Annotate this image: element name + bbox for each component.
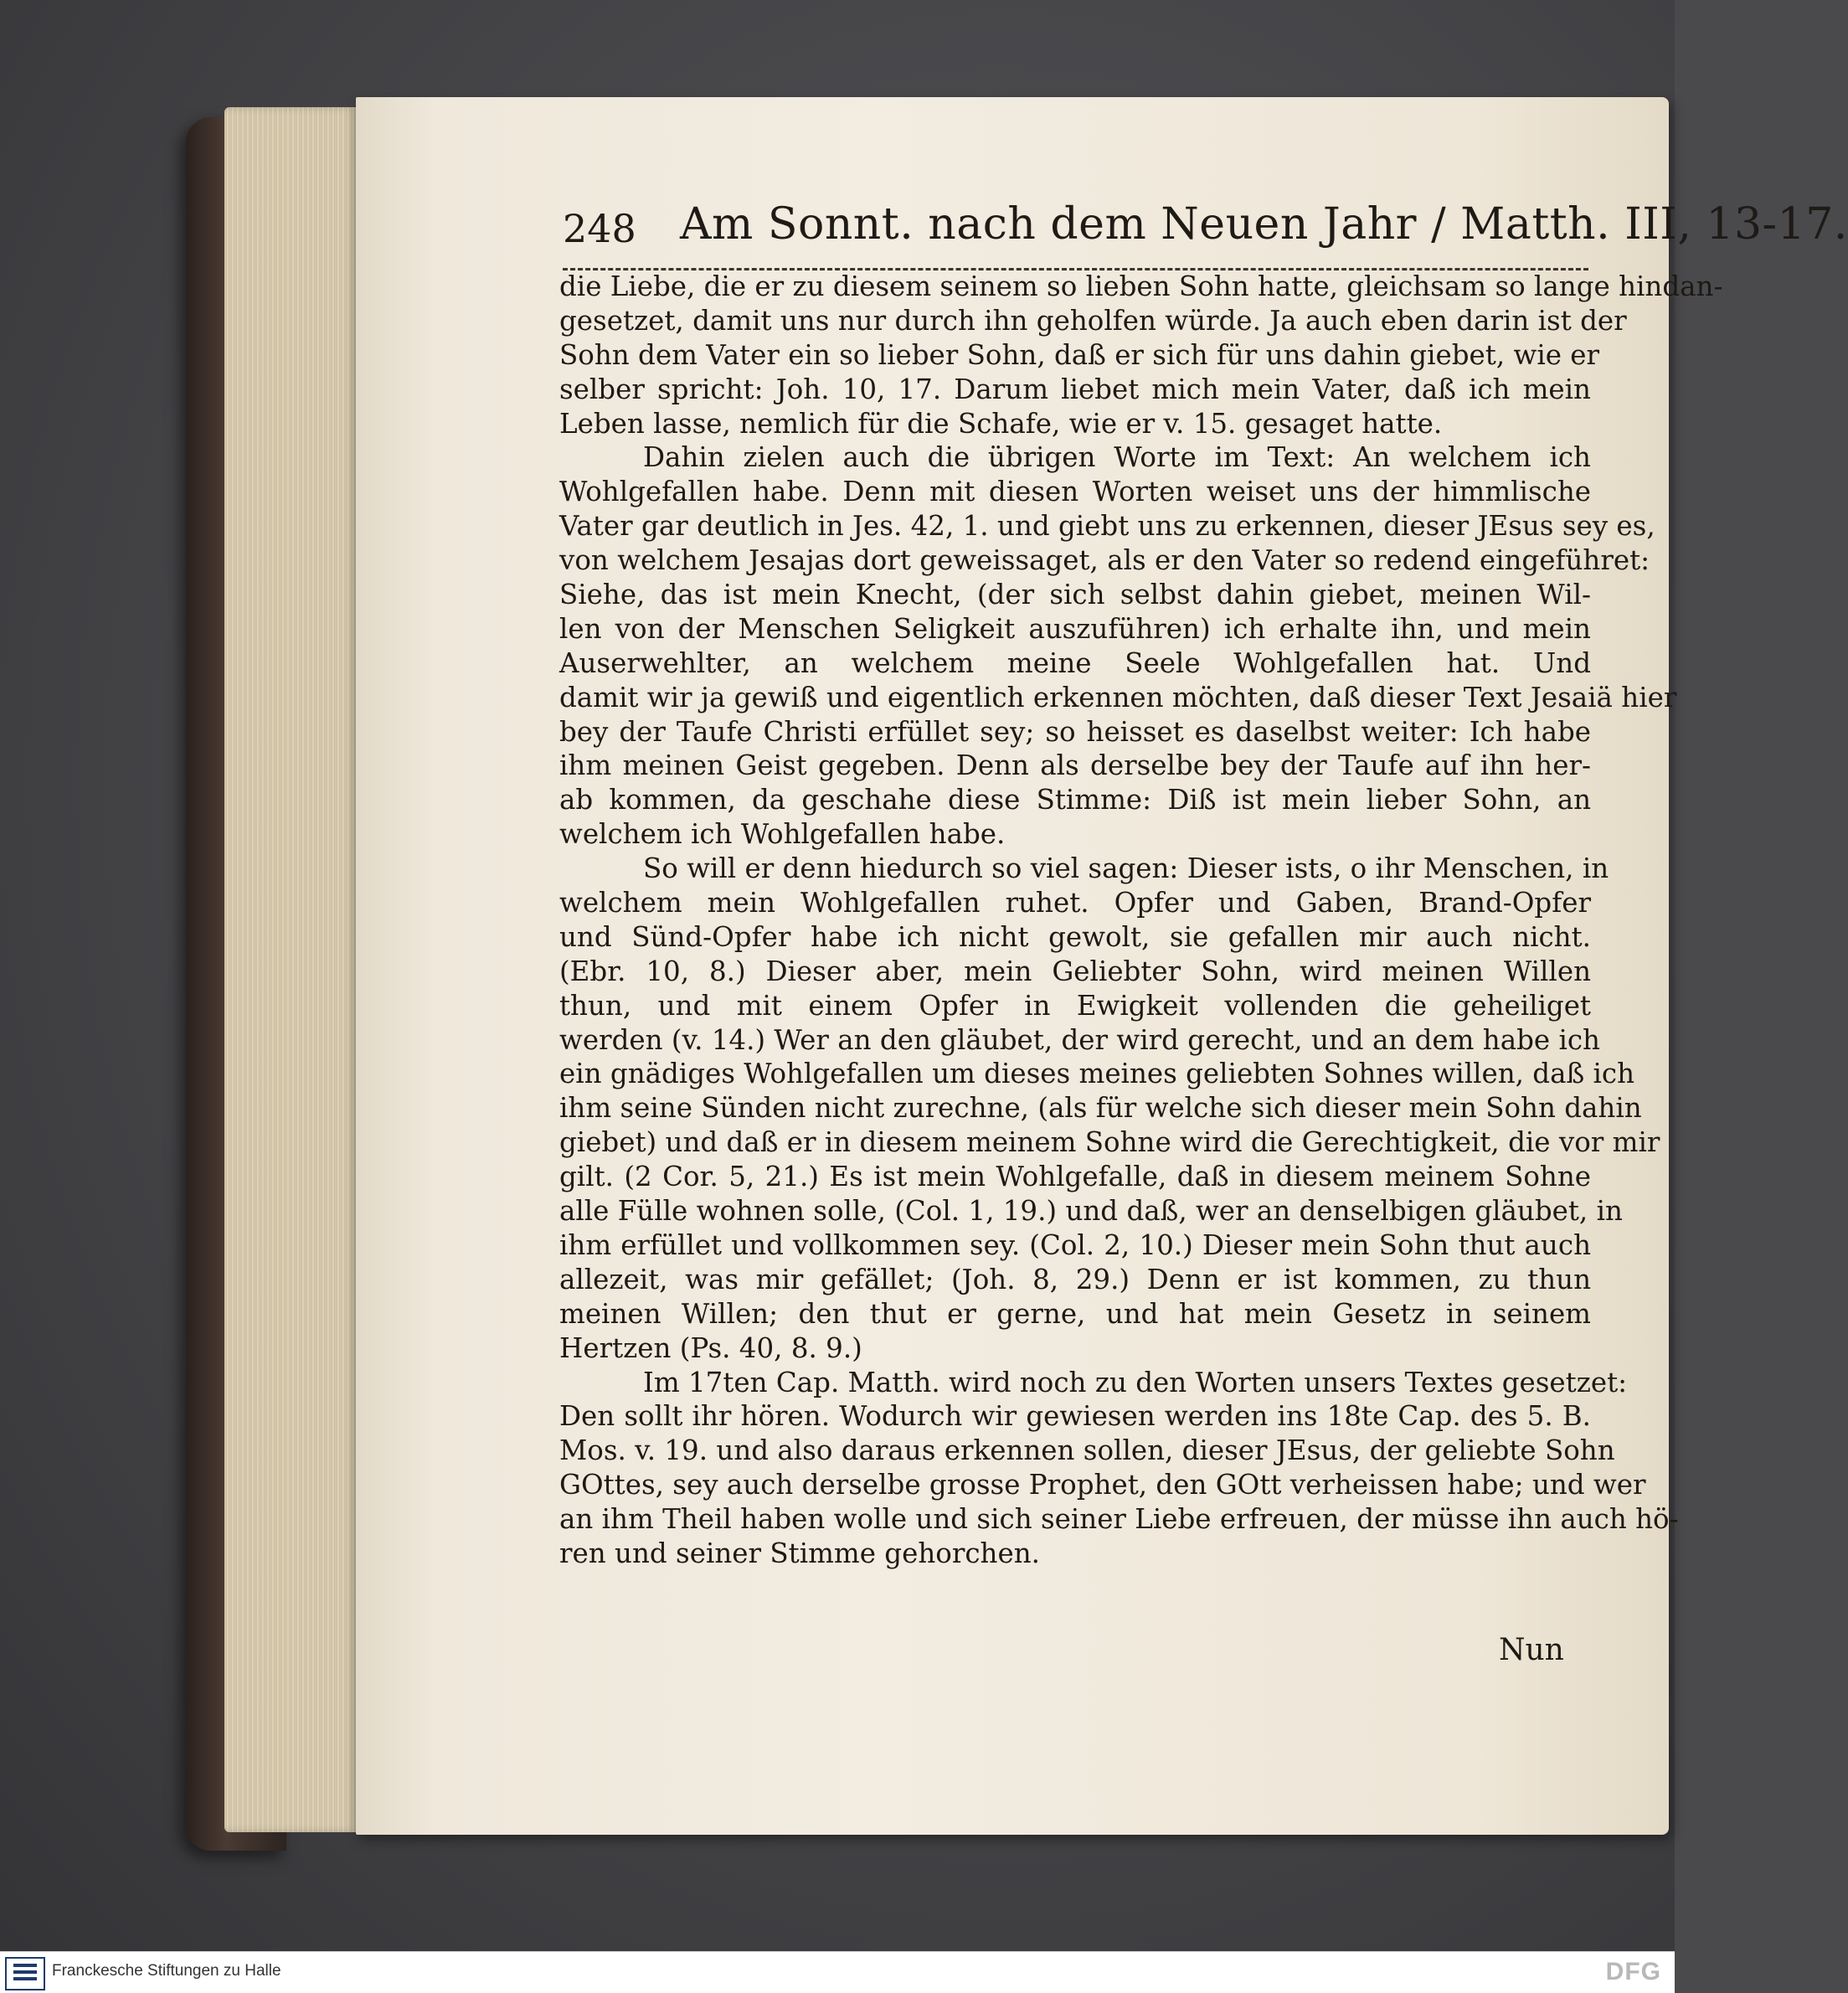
- running-title: Am Sonnt. nach dem Neuen Jahr / Matth. III, 13-17.: [680, 199, 1848, 250]
- text-line: welchem ich Wohlgefallen habe.: [559, 818, 1006, 851]
- text-line: Den sollt ihr hören. Wodurch wir gewiesen werden ins 18te Cap. des 5. B.: [559, 1400, 1591, 1433]
- text-line: ihm erfüllet und vollkommen sey. (Col. 2, 10.) Dieser mein Sohn thut auch: [559, 1228, 1591, 1261]
- text-line: gesetzet, damit uns nur durch ihn geholfen würde. Ja auch eben darin ist der: [559, 304, 1627, 337]
- text-line: damit wir ja gewiß und eigentlich erkennen möchten, daß dieser Text Jesaiä hier: [559, 681, 1677, 713]
- text-line: So will er denn hiedurch so viel sagen: Dieser ists, o ihr Menschen, in: [643, 852, 1609, 885]
- text-line: meinen Willen; den thut er gerne, und hat mein Gesetz in seinem: [559, 1297, 1591, 1330]
- text-line: Hertzen (Ps. 40, 8. 9.): [559, 1331, 862, 1364]
- text-line: Auserwehlter, an welchem meine Seele Wohlgefallen hat. Und: [559, 646, 1591, 679]
- text-line: Leben lasse, nemlich für die Schafe, wie er v. 15. gesaget hatte.: [559, 407, 1443, 440]
- text-line: gilt. (2 Cor. 5, 21.) Es ist mein Wohlgefalle, daß in diesem meinem Sohne: [559, 1161, 1591, 1193]
- text-line: giebet) und daß er in diesem meinem Sohne wird die Gerechtigkeit, die vor mir: [559, 1126, 1660, 1159]
- institution-name[interactable]: Franckesche Stiftungen zu Halle: [52, 1962, 281, 1980]
- text-line: und Sünd-Opfer habe ich nicht gewolt, sie gefallen mir auch nicht.: [559, 920, 1591, 953]
- text-line: selber spricht: Joh. 10, 17. Darum liebet mich mein Vater, daß ich mein: [559, 373, 1591, 405]
- text-line: len von der Menschen Seligkeit auszuführen) ich erhalte ihn, und mein: [559, 612, 1591, 645]
- text-line: allezeit, was mir gefället; (Joh. 8, 29.) Denn er ist kommen, zu thun: [559, 1263, 1591, 1295]
- text-line: ren und seiner Stimme gehorchen.: [559, 1537, 1040, 1569]
- page-header: [563, 199, 1848, 266]
- text-line: Siehe, das ist mein Knecht, (der sich selbst dahin giebet, meinen Wil-: [559, 579, 1591, 611]
- text-line: (Ebr. 10, 8.) Dieser aber, mein Geliebter Sohn, wird meinen Willen: [559, 955, 1591, 987]
- text-line: von welchem Jesajas dort geweissaget, als er den Vater so redend eingeführet:: [559, 544, 1650, 577]
- text-line: ihm seine Sünden nicht zurechne, (als für welche sich dieser mein Sohn dahin: [559, 1092, 1642, 1125]
- text-line: GOttes, sey auch derselbe grosse Prophet, den GOtt verheissen habe; und wer: [559, 1469, 1646, 1501]
- text-line: ihm meinen Geist gegeben. Denn als derselbe bey der Taufe auf ihn her-: [559, 749, 1591, 782]
- text-line: ab kommen, da geschahe diese Stimme: Diß ist mein lieber Sohn, an: [559, 784, 1591, 816]
- institution-logo-icon[interactable]: [5, 1957, 45, 1990]
- text-line: Sohn dem Vater ein so lieber Sohn, daß er sich für uns dahin giebet, wie er: [559, 338, 1600, 371]
- body-text: [559, 270, 1723, 1571]
- text-line: die Liebe, die er zu diesem seinem so lieben Sohn hatte, gleichsam so lange hindan-: [559, 270, 1723, 302]
- viewer-footer: [0, 1951, 1675, 1993]
- page-number: 248: [563, 206, 636, 251]
- text-line: ein gnädiges Wohlgefallen um dieses meines geliebten Sohnes willen, daß ich: [559, 1058, 1635, 1090]
- text-line: Mos. v. 19. und also daraus erkennen sollen, dieser JEsus, der geliebte Sohn: [559, 1434, 1615, 1467]
- text-line: an ihm Theil haben wolle und sich seiner Liebe erfreuen, der müsse ihn auch hö-: [559, 1503, 1679, 1536]
- catchword: Nun: [1499, 1633, 1564, 1667]
- text-line: Wohlgefallen habe. Denn mit diesen Worten weiset uns der himmlische: [559, 476, 1591, 508]
- page-edges: [224, 107, 358, 1832]
- text-line: Dahin zielen auch die übrigen Worte im Text: An welchem ich: [643, 441, 1591, 474]
- text-line: welchem mein Wohlgefallen ruhet. Opfer und Gaben, Brand-Opfer: [559, 887, 1591, 919]
- text-line: Vater gar deutlich in Jes. 42, 1. und giebt uns zu erkennen, dieser JEsus sey es,: [559, 510, 1655, 543]
- text-line: bey der Taufe Christi erfüllet sey; so heisset es daselbst weiter: Ich habe: [559, 715, 1591, 748]
- text-line: thun, und mit einem Opfer in Ewigkeit vollenden die geheiliget: [559, 989, 1591, 1022]
- text-line: Im 17ten Cap. Matth. wird noch zu den Worten unsers Textes gesetzet:: [643, 1366, 1628, 1398]
- text-line: alle Fülle wohnen solle, (Col. 1, 19.) und daß, wer an denselbigen gläubet, in: [559, 1195, 1623, 1228]
- text-line: werden (v. 14.) Wer an den gläubet, der wird gerecht, und an dem habe ich: [559, 1023, 1600, 1056]
- dfg-logo[interactable]: DFG: [1605, 1958, 1661, 1985]
